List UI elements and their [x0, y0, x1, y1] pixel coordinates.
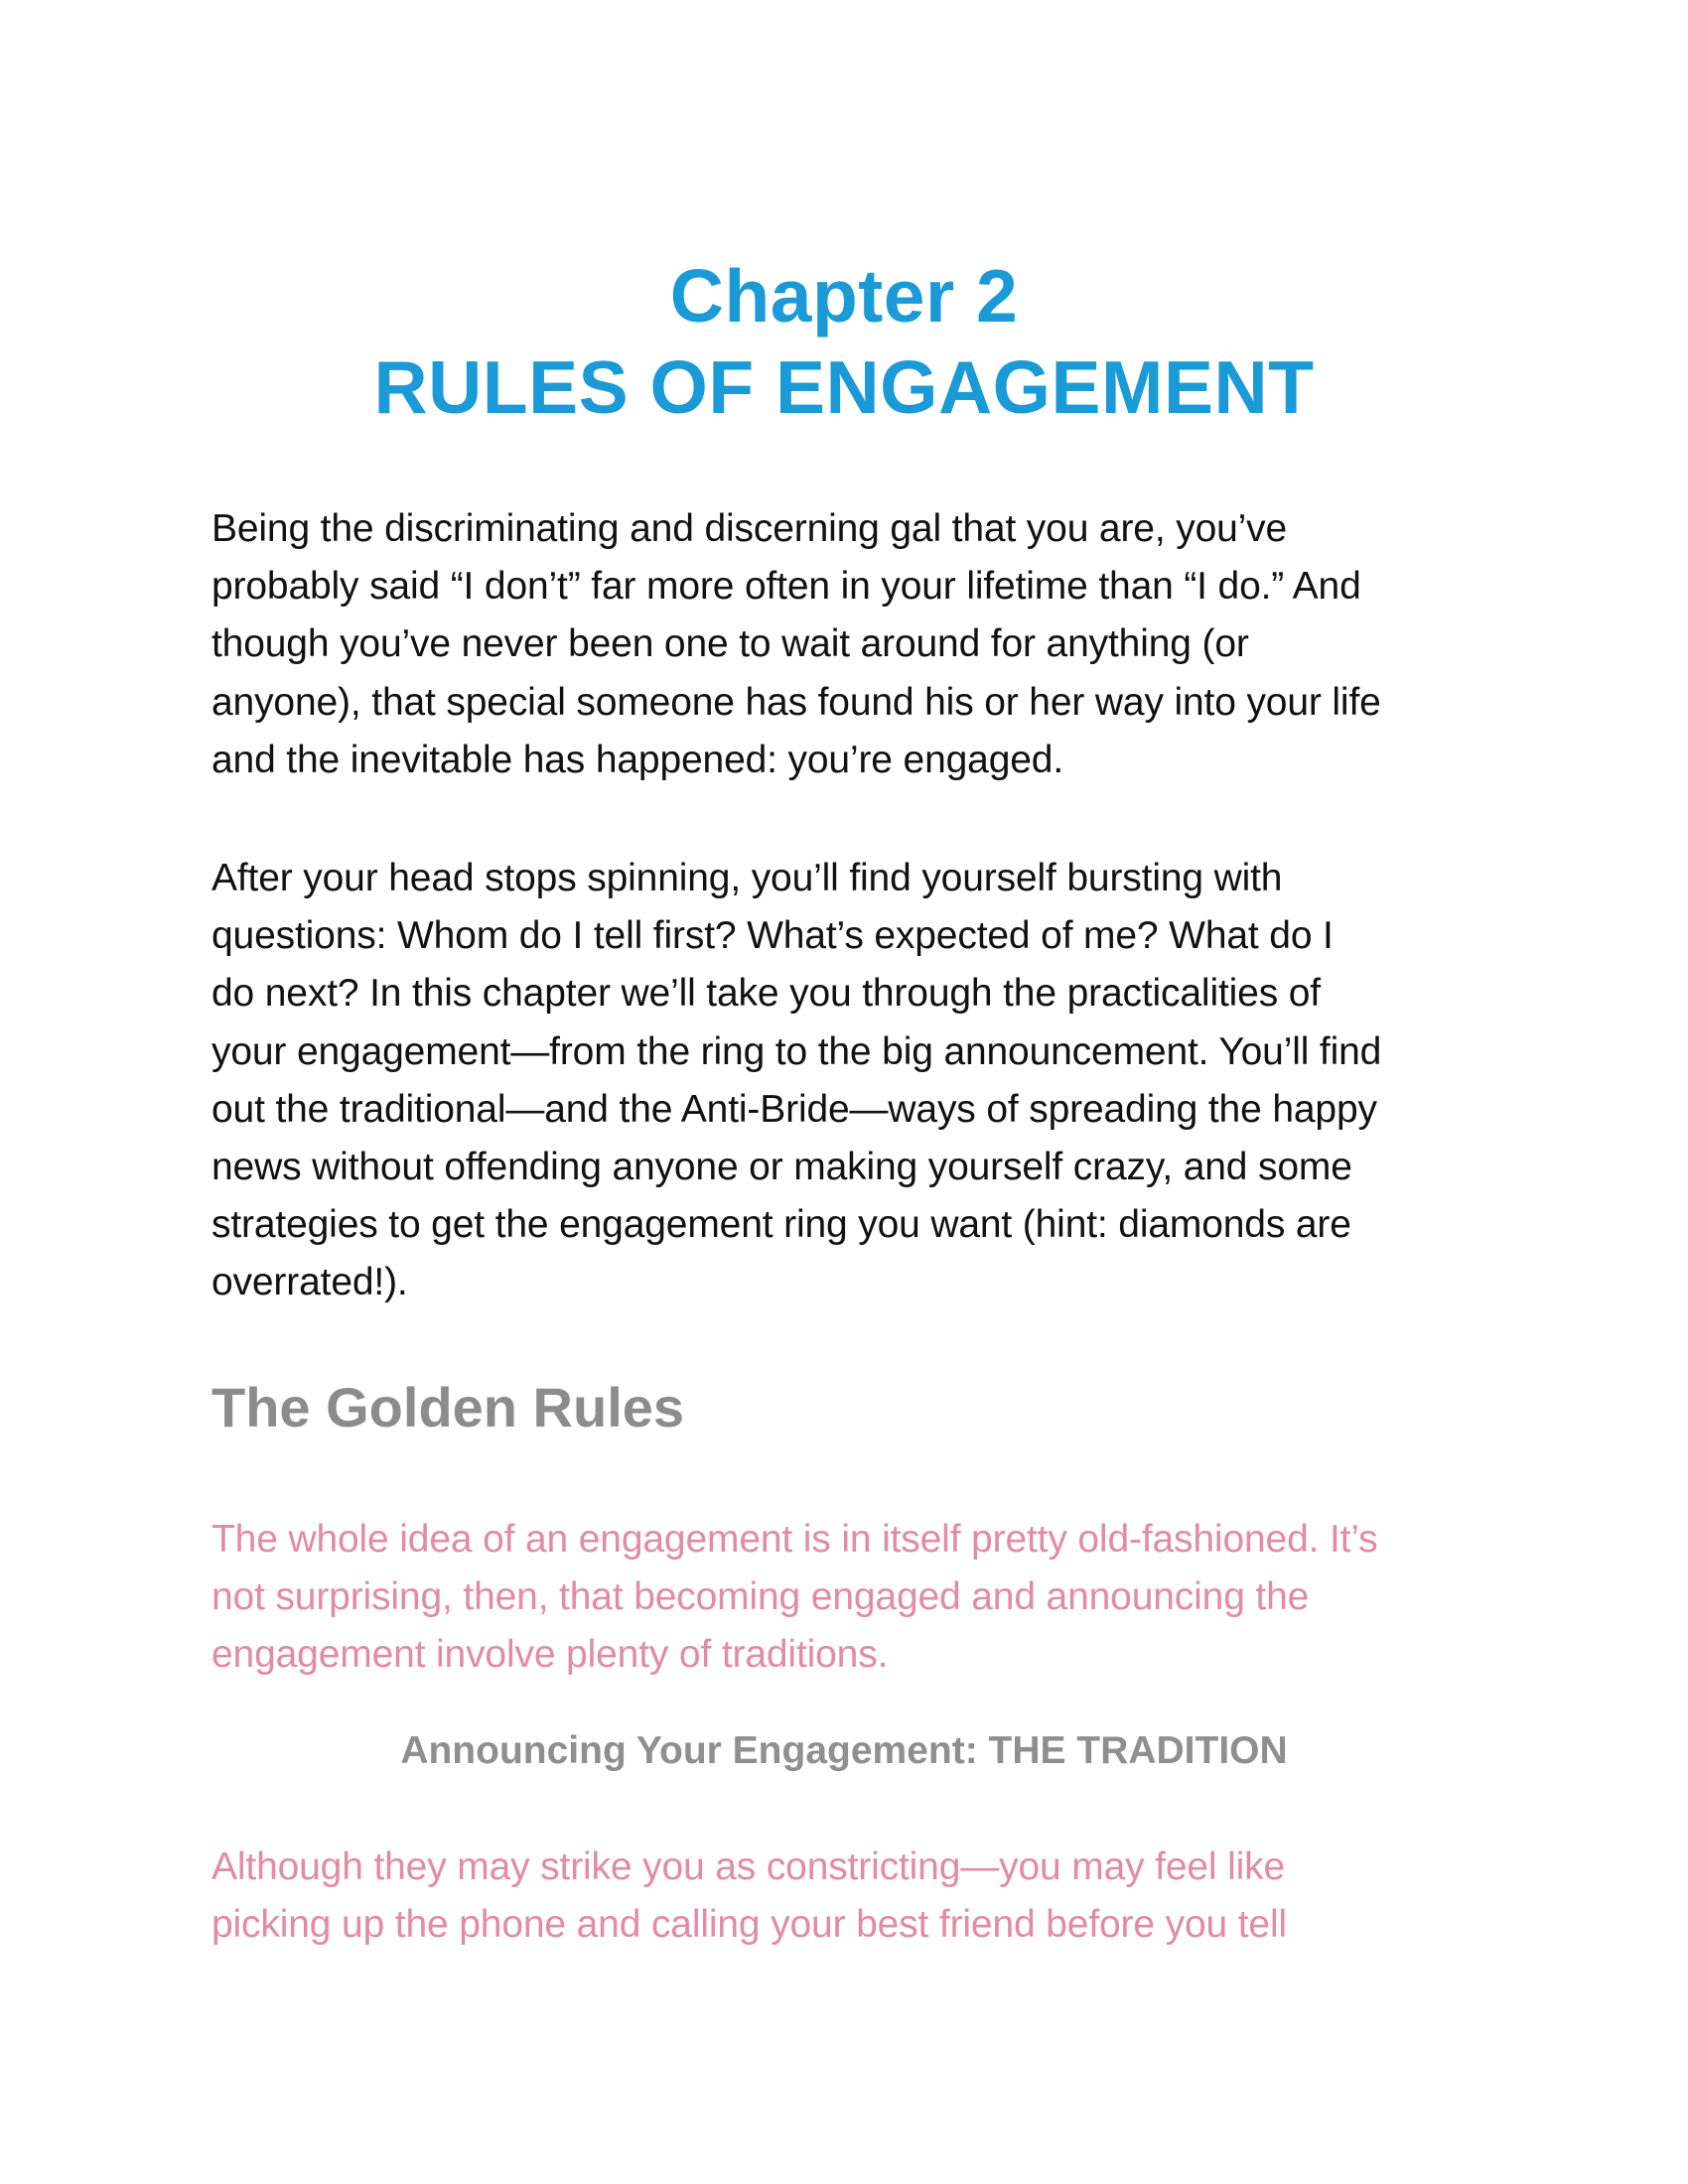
paragraph-line: strategies to get the engagement ring you want (hint: diamonds are [211, 1203, 1351, 1247]
paragraph-line: The whole idea of an engagement is in itself pretty old-fashioned. It’s [211, 1518, 1378, 1561]
paragraph-line: though you’ve never been one to wait around for anything (or [211, 622, 1249, 666]
chapter-heading [0, 250, 1688, 433]
paragraph-line: and the inevitable has happened: you’re engaged. [211, 738, 1063, 781]
section-heading: The Golden Rules [211, 1376, 685, 1438]
paragraph-line: not surprising, then, that becoming engaged and announcing the [211, 1575, 1310, 1619]
paragraph-line: Although they may strike you as constricting—you may feel like [211, 1845, 1286, 1888]
paragraph-line: your engagement—from the ring to the big announcement. You’ll find [211, 1029, 1382, 1073]
paragraph-line: do next? In this chapter we’ll take you through the practicalities of [211, 972, 1321, 1016]
paragraph-line: Being the discriminating and discerning gal that you are, you’ve [211, 507, 1288, 550]
paragraph-line: After your head stops spinning, you’ll find yourself bursting with [211, 857, 1283, 899]
subsection-heading: Announcing Your Engagement: THE TRADITION [400, 1729, 1288, 1772]
chapter-title: RULES OF ENGAGEMENT [373, 345, 1315, 429]
paragraph-line: engagement involve plenty of traditions. [211, 1633, 889, 1677]
paragraph-line: news without offending anyone or making yourself crazy, and some [211, 1146, 1352, 1189]
paragraph-line: out the traditional—and the Anti-Bride—ways of spreading the happy [211, 1087, 1377, 1131]
golden-rules-paragraph [211, 1511, 1502, 1685]
paragraph-line: picking up the phone and calling your best friend before you tell [211, 1903, 1287, 1947]
second-paragraph [211, 850, 1502, 1312]
paragraph-line: anyone), that special someone has found his or her way into your life [211, 680, 1381, 724]
paragraph-line: overrated!). [211, 1261, 408, 1304]
chapter-number: Chapter 2 [669, 254, 1019, 338]
intro-paragraph [211, 500, 1502, 789]
paragraph-line: probably said “I don’t” far more often in your lifetime than “I do.” And [211, 565, 1361, 609]
paragraph-line: questions: Whom do I tell first? What’s expected of me? What do I [211, 914, 1334, 958]
tradition-paragraph [211, 1839, 1502, 1954]
